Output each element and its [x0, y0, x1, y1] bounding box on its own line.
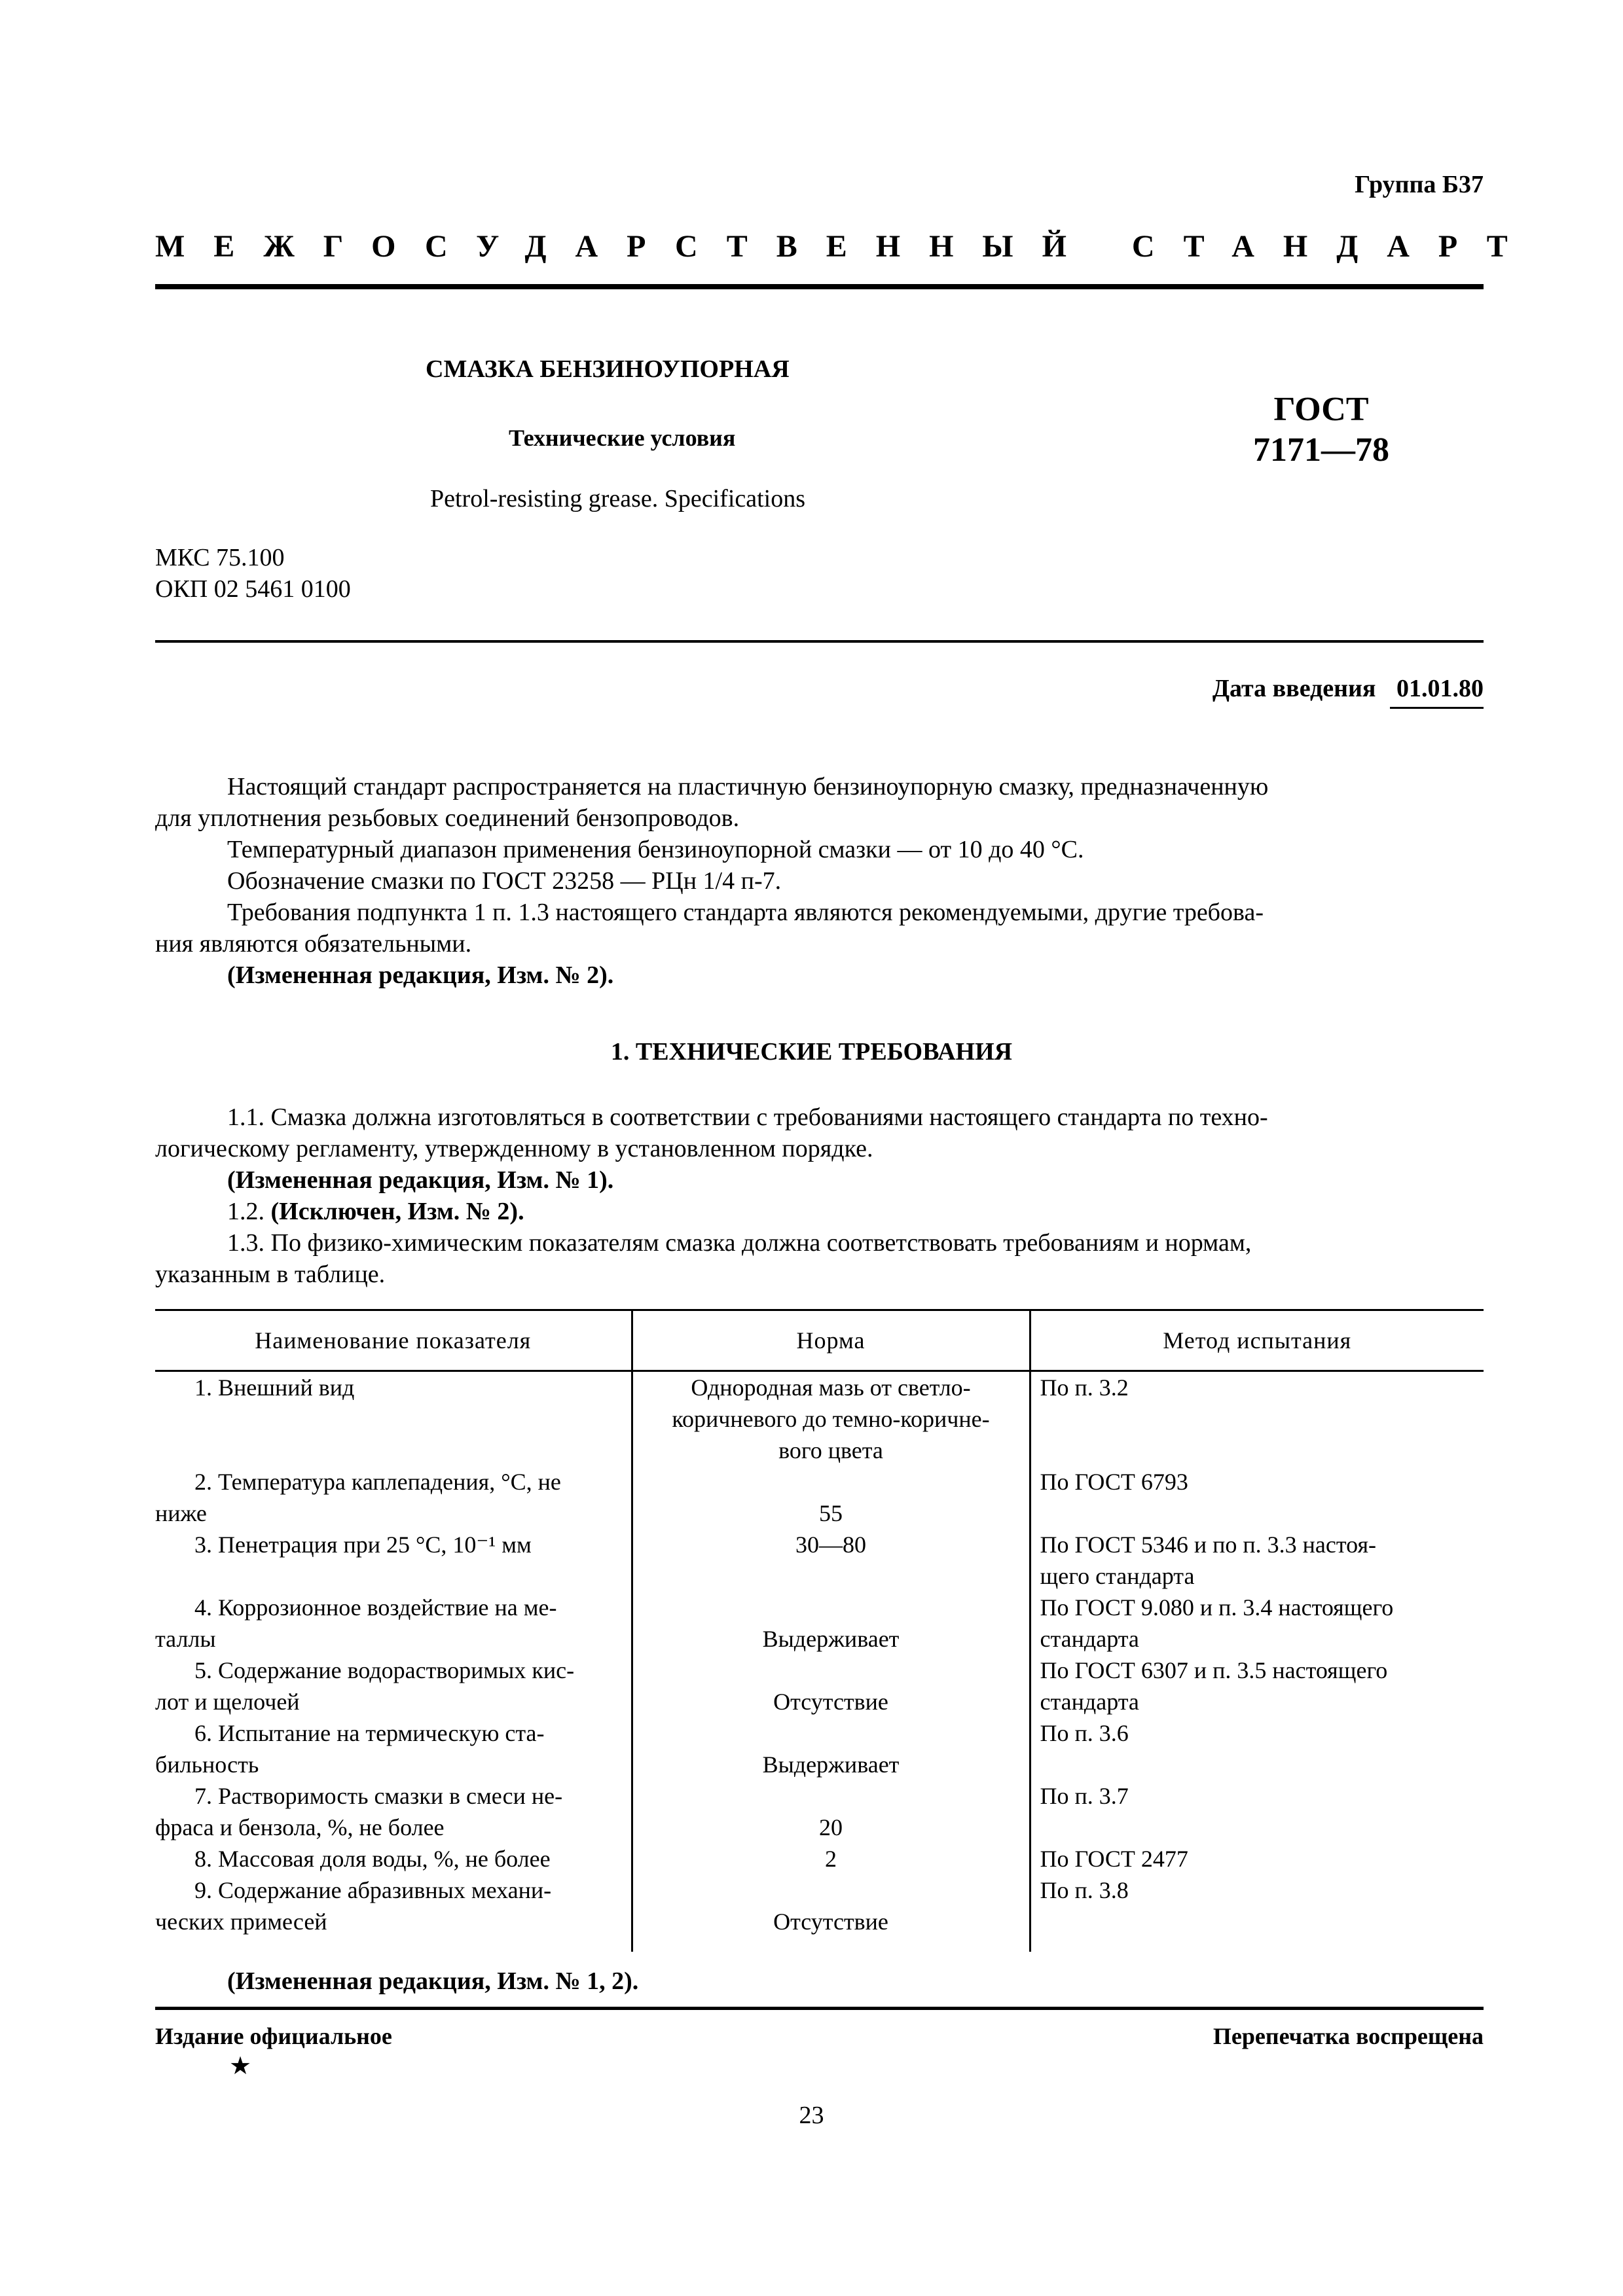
table-row: [155, 1655, 1484, 1717]
row8-norm: 2: [825, 1846, 837, 1872]
row9-name-line2: ческих примесей: [155, 1909, 327, 1935]
table-row: [155, 1717, 1484, 1780]
row1-norm-line1: Однородная мазь от светло-: [691, 1374, 971, 1401]
row4-norm-blank: [633, 1592, 1029, 1623]
row7-norm: 20: [819, 1814, 843, 1840]
gost-label: ГОСТ: [1273, 391, 1369, 428]
table-row: [155, 1529, 1484, 1592]
row7-method: По п. 3.7: [1040, 1783, 1129, 1809]
row3-name: 3. Пенетрация при 25 °С, 10⁻¹ мм: [194, 1532, 532, 1558]
row4-norm: Выдерживает: [762, 1626, 900, 1652]
section-heading: 1. ТЕХНИЧЕСКИЕ ТРЕБОВАНИЯ: [610, 1038, 1013, 1066]
reprint-notice: Перепечатка воспрещена: [1213, 2023, 1484, 2049]
intro-p1-line2: для уплотнения резьбовых соединений бензопроводов.: [155, 804, 740, 832]
row9-method: По п. 3.8: [1040, 1877, 1129, 1903]
intro-p4-line2: ния являются обязательными.: [155, 930, 472, 958]
row5-method-line2: стандарта: [1040, 1689, 1139, 1715]
page-number: 23: [799, 2102, 824, 2129]
row6-method: По п. 3.6: [1040, 1720, 1129, 1746]
document-title: СМАЗКА БЕНЗИНОУПОРНАЯ: [426, 355, 790, 383]
row4-method-line1: По ГОСТ 9.080 и п. 3.4 настоящего: [1040, 1594, 1394, 1621]
row1-norm-line2: коричневого до темно-коричне-: [672, 1406, 990, 1432]
row9-norm: Отсутствие: [773, 1909, 888, 1935]
row3-norm: 30—80: [795, 1532, 866, 1558]
clause-1-3-line1: 1.3. По физико-химическим показателям смазка должна соответствовать требованиям и нормам,: [227, 1229, 1252, 1257]
clause-1-1-line1: 1.1. Смазка должна изготовляться в соответствии с требованиями настоящего стандарта по техно-: [227, 1103, 1268, 1131]
intro-date: [1213, 673, 1484, 709]
clause-1-2: [155, 1196, 1484, 1227]
row4-method-line2: стандарта: [1040, 1626, 1139, 1652]
intro-amendment: (Измененная редакция, Изм. № 2).: [227, 961, 614, 989]
header-rule: [155, 284, 1484, 289]
mks-code: МКС 75.100: [155, 544, 285, 571]
row5-norm: Отсутствие: [773, 1689, 888, 1715]
row7-norm-blank: [633, 1780, 1029, 1812]
row8-method: По ГОСТ 2477: [1040, 1846, 1188, 1872]
gost-number: 7171—78: [1253, 431, 1389, 469]
intro-date-value: 01.01.80: [1390, 673, 1484, 709]
row2-norm-blank: [633, 1466, 1029, 1498]
row6-norm: Выдерживает: [762, 1751, 900, 1778]
row6-norm-blank: [633, 1717, 1029, 1749]
row1-norm-line3: вого цвета: [778, 1437, 883, 1463]
row2-method: По ГОСТ 6793: [1040, 1469, 1188, 1495]
row8-name: 8. Массовая доля воды, %, не более: [194, 1846, 551, 1872]
row4-name-line1: 4. Коррозионное воздействие на ме-: [194, 1594, 557, 1621]
clause-1-2-number: 1.2.: [227, 1198, 271, 1225]
section1-text: [155, 1102, 1484, 1290]
footer-rule: [155, 2007, 1484, 2010]
english-title: Petrol-resisting grease. Specifications: [430, 485, 806, 512]
group-code: Группа Б37: [1355, 171, 1484, 198]
clause-1-2-text: (Исключен, Изм. № 2).: [270, 1198, 524, 1225]
row9-norm-blank: [633, 1874, 1029, 1906]
intro-date-label: Дата введения: [1212, 675, 1376, 702]
row3-method-line2: щего стандарта: [1040, 1563, 1195, 1589]
okp-code: ОКП 02 5461 0100: [155, 575, 351, 603]
row5-norm-blank: [633, 1655, 1029, 1686]
row5-name-line1: 5. Содержание водорастворимых кис-: [194, 1657, 575, 1683]
intro-text: [155, 771, 1484, 991]
intro-p2: Температурный диапазон применения бензиноупорной смазки — от 10 до 40 °С.: [227, 836, 1084, 863]
header-norm: Норма: [632, 1310, 1030, 1371]
row7-name-line2: фраса и бензола, %, не более: [155, 1814, 445, 1840]
table-header-row: [155, 1310, 1484, 1371]
clause-1-3-line2: указанным в таблице.: [155, 1261, 386, 1288]
document-subtitle: Технические условия: [509, 425, 736, 451]
table-row: [155, 1780, 1484, 1843]
standard-type: МЕЖГОСУДАРСТВЕННЫЙ СТАНДАРТ: [155, 229, 1537, 264]
row3-method-line1: По ГОСТ 5346 и по п. 3.3 настоя-: [1040, 1532, 1376, 1558]
row2-name-line1: 2. Температура каплепадения, °С, не: [194, 1469, 561, 1495]
row6-name-line2: бильность: [155, 1751, 259, 1778]
row2-norm: 55: [819, 1500, 843, 1526]
header-indicator: Наименование показателя: [155, 1310, 632, 1371]
table-row: [155, 1371, 1484, 1467]
row4-name-line2: таллы: [155, 1626, 216, 1652]
row7-name-line1: 7. Растворимость смазки в смеси не-: [194, 1783, 563, 1809]
star-icon: ★: [229, 2053, 252, 2080]
header-method: Метод испытания: [1030, 1310, 1484, 1371]
row5-name-line2: лот и щелочей: [155, 1689, 300, 1715]
table-row: [155, 1843, 1484, 1874]
row2-name-line2: ниже: [155, 1500, 207, 1526]
intro-p1-line1: Настоящий стандарт распространяется на пластичную бензиноупорную смазку, предназначенную: [227, 773, 1269, 800]
row1-name: 1. Внешний вид: [194, 1374, 355, 1401]
clause-1-1-amendment: (Измененная редакция, Изм. № 1).: [227, 1166, 614, 1194]
edition-label: Издание официальное: [155, 2023, 392, 2049]
intro-p4-line1: Требования подпункта 1 п. 1.3 настоящего стандарта являются рекомендуемыми, другие требова-: [227, 899, 1264, 926]
row9-name-line1: 9. Содержание абразивных механи-: [194, 1877, 552, 1903]
table-row: [155, 1874, 1484, 1952]
intro-p3: Обозначение смазки по ГОСТ 23258 — РЦн 1/4 п-7.: [227, 867, 782, 895]
codes-rule: [155, 640, 1484, 643]
specifications-table: [155, 1309, 1484, 1952]
table-row: [155, 1592, 1484, 1655]
clause-1-1-line2: логическому регламенту, утвержденному в установленном порядке.: [155, 1135, 873, 1162]
row1-method: По п. 3.2: [1040, 1374, 1129, 1401]
row5-method-line1: По ГОСТ 6307 и п. 3.5 настоящего: [1040, 1657, 1388, 1683]
table-amendment: (Измененная редакция, Изм. № 1, 2).: [227, 1967, 639, 1995]
table-row: [155, 1466, 1484, 1529]
row6-name-line1: 6. Испытание на термическую ста-: [194, 1720, 545, 1746]
